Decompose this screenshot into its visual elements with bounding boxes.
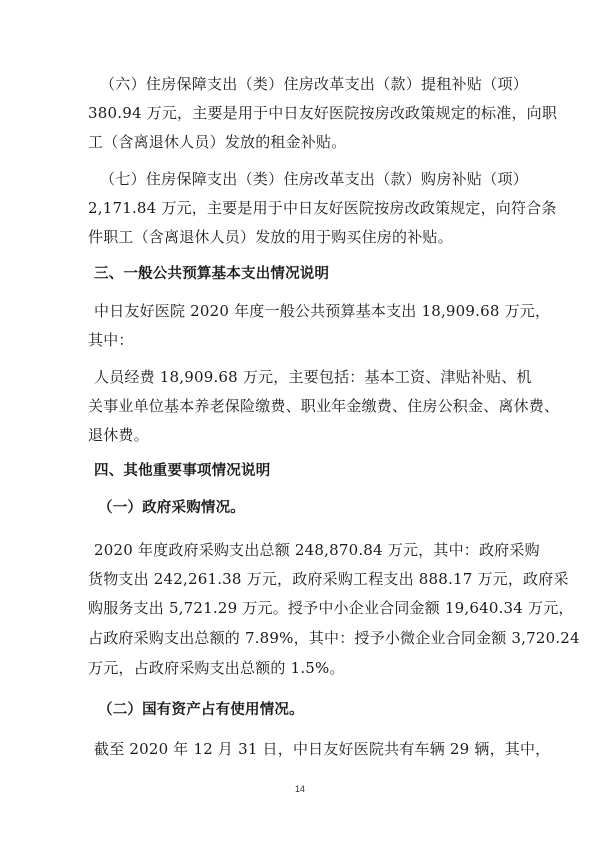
- para-housing-rent-subsidy-line-2: 380.94 万元，主要是用于中日友好医院按房改政策规定的标准，向职: [88, 104, 558, 122]
- para-housing-rent-subsidy-line-3: 工（含离退休人员）发放的租金补贴。: [88, 133, 347, 151]
- para-vehicles-line-1: 截至 2020 年 12 月 31 日，中日友好医院共有车辆 29 辆，其中，: [94, 740, 551, 758]
- subsection-heading-procurement: （一）政府采购情况。: [98, 500, 245, 516]
- section-heading-3: 三、一般公共预算基本支出情况说明: [94, 266, 330, 282]
- para-procurement-line-5: 万元，占政府采购支出总额的 1.5%。: [88, 659, 345, 677]
- para-personnel-expenditure-line-1: 人员经费 18,909.68 万元，主要包括：基本工资、津贴补贴、机: [94, 368, 532, 386]
- para-procurement-line-3: 购服务支出 5,721.29 万元。授予中小企业合同金额 19,640.34 万元，: [88, 599, 574, 617]
- para-housing-rent-subsidy-line-1: （六）住房保障支出（类）住房改革支出（款）提租补贴（项）: [100, 75, 528, 93]
- page-number: 14: [294, 784, 305, 794]
- para-basic-expenditure-line-1: 中日友好医院 2020 年度一般公共预算基本支出 18,909.68 万元，: [94, 302, 551, 320]
- para-housing-purchase-subsidy-line-2: 2,171.84 万元，主要是用于中日友好医院按房改政策规定，向符合条: [88, 199, 557, 217]
- para-procurement-line-4: 占政府采购支出总额的 7.89%，其中：授予小微企业合同金额 3,720.24: [88, 629, 580, 647]
- para-procurement-line-2: 货物支出 242,261.38 万元，政府采购工程支出 888.17 万元，政府采: [88, 570, 569, 588]
- para-personnel-expenditure-line-2: 关事业单位基本养老保险缴费、职业年金缴费、住房公积金、离休费、: [88, 397, 560, 415]
- para-housing-purchase-subsidy-line-3: 件职工（含离退休人员）发放的用于购买住房的补贴。: [88, 228, 453, 246]
- section-heading-4: 四、其他重要事项情况说明: [94, 463, 271, 479]
- para-basic-expenditure-line-2: 其中：: [88, 331, 134, 349]
- subsection-heading-state-assets: （二）国有资产占有使用情况。: [98, 702, 304, 718]
- para-procurement-line-1: 2020 年度政府采购支出总额 248,870.84 万元，其中：政府采购: [94, 541, 540, 559]
- para-personnel-expenditure-line-3: 退休费。: [88, 426, 149, 444]
- para-housing-purchase-subsidy-line-1: （七）住房保障支出（类）住房改革支出（款）购房补贴（项）: [100, 170, 528, 188]
